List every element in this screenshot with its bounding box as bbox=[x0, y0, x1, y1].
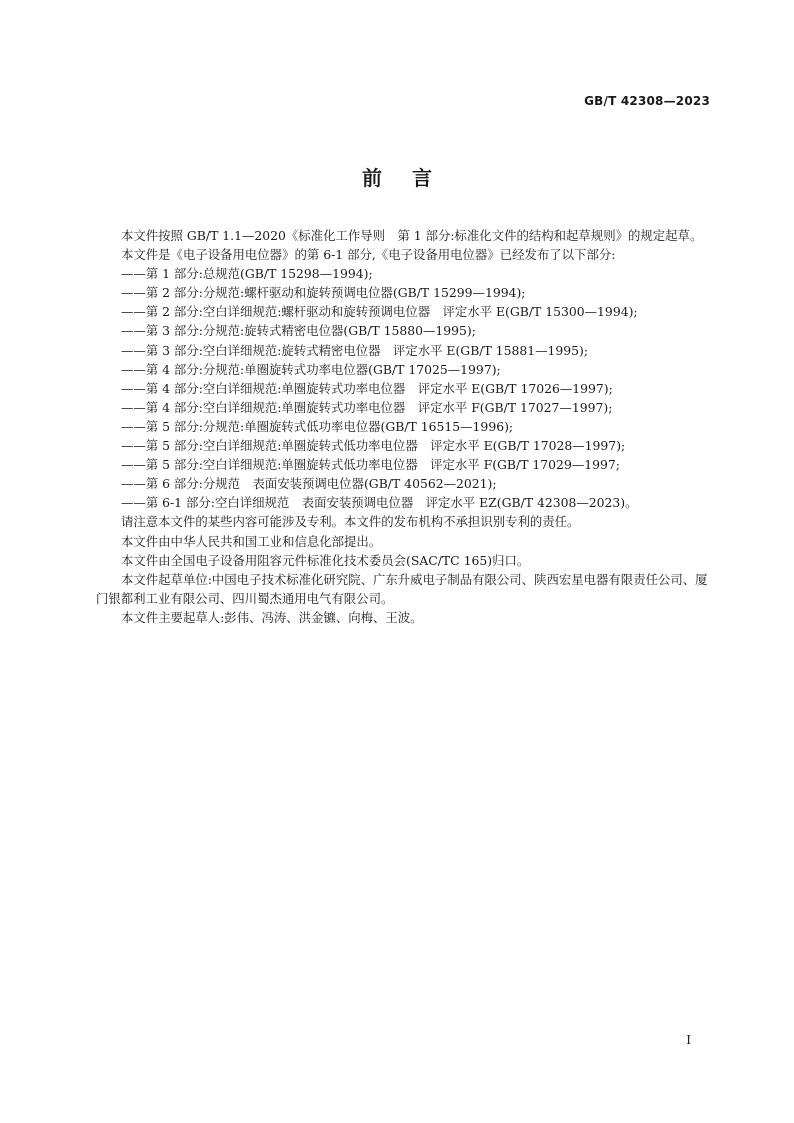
list-item: ——第 4 部分:空白详细规范:单圈旋转式功率电位器 评定水平 F(GB/T 17027—1997); bbox=[121, 399, 613, 415]
patent-notice: 请注意本文件的某些内容可能涉及专利。本文件的发布机构不承担识别专利的责任。 bbox=[121, 514, 580, 530]
list-item: ——第 2 部分:空白详细规范:螺杆驱动和旋转预调电位器 评定水平 E(GB/T 15300—1994); bbox=[121, 304, 638, 320]
list-item: ——第 5 部分:空白详细规范:单圈旋转式低功率电位器 评定水平 E(GB/T 17028—1997); bbox=[121, 438, 626, 454]
list-item: ——第 6-1 部分:空白详细规范 表面安装预调电位器 评定水平 EZ(GB/T 42308—2023)。 bbox=[121, 495, 638, 511]
proposer-statement: 本文件由中华人民共和国工业和信息化部提出。 bbox=[121, 533, 382, 549]
document-body bbox=[96, 226, 712, 627]
page-number: I bbox=[686, 1033, 691, 1047]
list-item: ——第 3 部分:空白详细规范:旋转式精密电位器 评定水平 E(GB/T 15881—1995); bbox=[121, 342, 589, 358]
list-item: ——第 4 部分:分规范:单圈旋转式功率电位器(GB/T 17025—1997); bbox=[121, 361, 501, 377]
standard-code-header: GB/T 42308—2023 bbox=[584, 94, 710, 108]
list-item: ——第 5 部分:空白详细规范:单圈旋转式低功率电位器 评定水平 F(GB/T 17029—1997; bbox=[121, 457, 620, 473]
main-drafters: 本文件主要起草人:彭伟、冯涛、洪金镳、向梅、王波。 bbox=[121, 609, 423, 625]
list-item: ——第 2 部分:分规范:螺杆驱动和旋转预调电位器(GB/T 15299—1994); bbox=[121, 285, 526, 301]
list-item: ——第 6 部分:分规范 表面安装预调电位器(GB/T 40562—2021); bbox=[121, 476, 497, 492]
intro-paragraph-drafting: 本文件按照 GB/T 1.1—2020《标准化工作导则 第 1 部分:标准化文件的结构和起草规则》的规定起草。 bbox=[121, 228, 703, 243]
drafting-units: 本文件起草单位:中国电子技术标准化研究院、广东升威电子制品有限公司、陕西宏星电器有限责任公司、厦门银都利工业有限公司、四川蜀杰通用电气有限公司。 bbox=[96, 571, 708, 606]
published-parts-list bbox=[96, 264, 712, 512]
list-item: ——第 5 部分:分规范:单圈旋转式低功率电位器(GB/T 16515—1996); bbox=[121, 418, 514, 434]
committee-statement: 本文件由全国电子设备用阻容元件标准化技术委员会(SAC/TC 165)归口。 bbox=[121, 552, 530, 568]
intro-paragraph-series: 本文件是《电子设备用电位器》的第 6-1 部分,《电子设备用电位器》已经发布了以下部分: bbox=[121, 247, 616, 263]
list-item: ——第 1 部分:总规范(GB/T 15298—1994); bbox=[121, 266, 373, 282]
page-title: 前言 bbox=[362, 166, 462, 190]
list-item: ——第 3 部分:分规范:旋转式精密电位器(GB/T 15880—1995); bbox=[121, 323, 476, 339]
list-item: ——第 4 部分:空白详细规范:单圈旋转式功率电位器 评定水平 E(GB/T 17026—1997); bbox=[121, 380, 613, 396]
